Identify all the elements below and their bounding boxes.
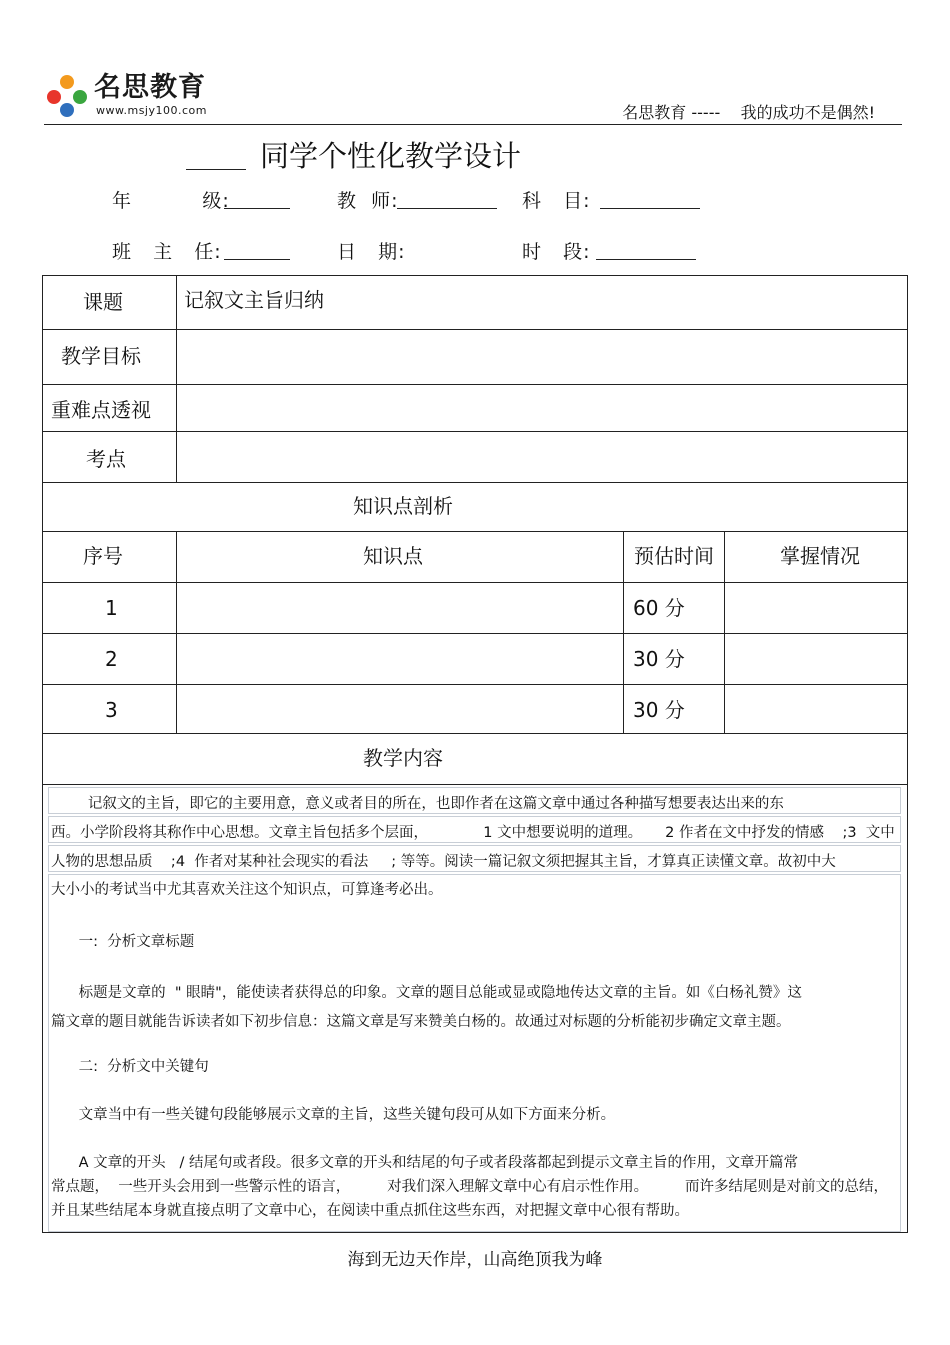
table-rule bbox=[43, 531, 907, 532]
table-col-rule bbox=[623, 531, 624, 733]
table-rule bbox=[43, 482, 907, 483]
column-header-mastery: 掌握情况 bbox=[780, 544, 860, 568]
header-divider bbox=[44, 124, 902, 125]
content-line: 文章当中有一些关键句段能够展示文章的主旨，这些关键句段可从如下方面来分析。 bbox=[51, 1107, 616, 1123]
table-col-rule bbox=[176, 276, 177, 482]
table-rule bbox=[43, 384, 907, 385]
date-label: 日 期: bbox=[337, 241, 406, 263]
content-line: 并且某些结尾本身就直接点明了文章中心，在阅读中重点抓住这些东西，对把握文章中心很有帮助。 bbox=[51, 1203, 689, 1219]
subject-label: 科 目: bbox=[522, 190, 591, 212]
teaching-goal-label: 教学目标 bbox=[61, 344, 141, 368]
content-line: 篇文章的题目就能告诉读者如下初步信息：这篇文章是写来赞美白杨的。故通过对标题的分析能初步确定文章主题。 bbox=[51, 1014, 791, 1030]
table-rule bbox=[43, 633, 907, 634]
exam-point-label: 考点 bbox=[86, 447, 126, 471]
row-number: 3 bbox=[105, 698, 118, 722]
table-rule bbox=[43, 733, 907, 734]
topic-value: 记叙文主旨归纳 bbox=[184, 288, 324, 312]
headteacher-label: 班 主 任: bbox=[112, 241, 222, 263]
logo-icon bbox=[44, 72, 90, 118]
header-slogan: 名思教育 ----- 我的成功不是偶然! bbox=[622, 103, 875, 122]
logo-url: www.msjy100.com bbox=[96, 104, 207, 117]
section-heading: 二: 分析文中关键句 bbox=[51, 1059, 209, 1075]
column-header-no: 序号 bbox=[83, 544, 123, 568]
analysis-heading: 知识点剖析 bbox=[353, 494, 453, 518]
table-rule bbox=[43, 582, 907, 583]
grade-blank bbox=[224, 208, 290, 209]
row-time: 60 分 bbox=[633, 596, 685, 620]
period-label: 时 段: bbox=[522, 241, 591, 263]
row-time: 30 分 bbox=[633, 698, 685, 722]
table-col-rule bbox=[176, 531, 177, 733]
table-rule bbox=[43, 431, 907, 432]
grade-label: 年 级: bbox=[112, 190, 230, 212]
content-line: A 文章的开头 / 结尾句或者段。很多文章的开头和结尾的句子或者段落都起到提示文章主旨的作用，文章开篇常 bbox=[51, 1155, 799, 1171]
teacher-blank bbox=[397, 208, 497, 209]
table-rule bbox=[43, 784, 907, 785]
content-line: 西。小学阶段将其称作中心思想。文章主旨包括多个层面， 1 文中想要说明的道理。 2 作者在文中抒发的情感 ;3 文中 bbox=[51, 825, 895, 841]
section-heading: 一: 分析文章标题 bbox=[51, 934, 195, 950]
document-title bbox=[186, 134, 521, 175]
row-number: 2 bbox=[105, 647, 118, 671]
headteacher-blank bbox=[224, 259, 290, 260]
title-text: 同学个性化教学设计 bbox=[260, 139, 522, 173]
content-line: 人物的思想品质 ;4 作者对某种社会现实的看法 ; 等等。阅读一篇记叙文须把握其主旨，才算真正读懂文章。故初中大 bbox=[51, 854, 836, 870]
column-header-time: 预估时间 bbox=[634, 544, 714, 568]
logo-name: 名思教育 bbox=[94, 72, 206, 103]
content-line: 标题是文章的 " 眼睛"，能使读者获得总的印象。文章的题目总能或显或隐地传达文章的主旨。如《白杨礼赞》这 bbox=[51, 985, 802, 1001]
brand-logo bbox=[44, 70, 220, 122]
difficulty-label: 重难点透视 bbox=[51, 398, 151, 422]
teacher-label: 教 师: bbox=[337, 190, 399, 212]
row-time: 30 分 bbox=[633, 647, 685, 671]
content-line: 记叙文的主旨，即它的主要用意，意义或者目的所在，也即作者在这篇文章中通过各种描写想要表达出来的东 bbox=[51, 796, 784, 812]
period-blank bbox=[596, 259, 696, 260]
content-line: 常点题， 一些开头会用到一些警示性的语言， 对我们深入理解文章中心有启示性作用。 而许多结尾则是对前文的总结， bbox=[51, 1179, 888, 1195]
content-line: 大小小的考试当中尤其喜欢关注这个知识点，可算逢考必出。 bbox=[51, 882, 443, 898]
content-heading: 教学内容 bbox=[363, 746, 443, 770]
subject-blank bbox=[600, 208, 700, 209]
footer-motto: 海到无边天作岸，山高绝顶我为峰 bbox=[347, 1250, 603, 1270]
column-header-point: 知识点 bbox=[363, 544, 423, 568]
table-rule bbox=[43, 684, 907, 685]
row-number: 1 bbox=[105, 596, 118, 620]
title-name-blank bbox=[186, 143, 246, 170]
table-col-rule bbox=[724, 531, 725, 733]
topic-label: 课题 bbox=[83, 290, 123, 314]
table-rule bbox=[43, 329, 907, 330]
